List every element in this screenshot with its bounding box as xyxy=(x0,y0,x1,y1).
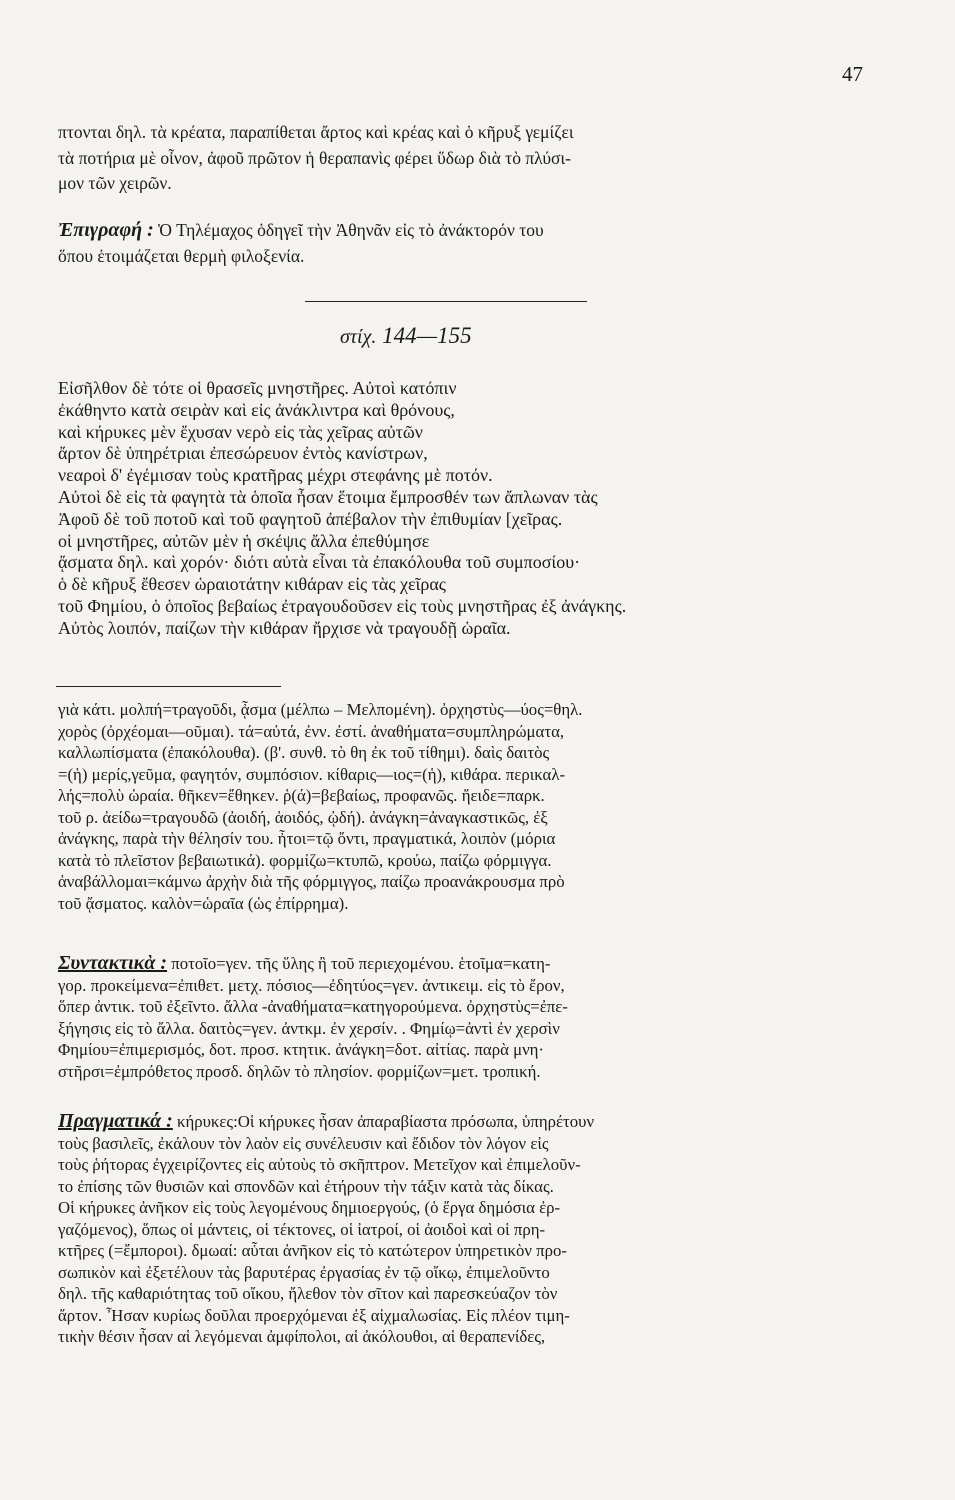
epigraph-text: Ὁ Τηλέμαχος ὁδηγεῖ τὴν Ἀθηνᾶν εἰς τὸ ἀνάκτορόν του xyxy=(158,220,544,240)
realia-notes xyxy=(58,1111,866,1348)
notes-divider xyxy=(56,686,281,687)
pragmatika-label: Πραγματικά : xyxy=(58,1111,173,1132)
pragmatika-line: τοὺς ῥήτορας ἐγχειρίζοντες εἰς αὐτοὺς τὸ σκῆπτρον. Μετεῖχον καὶ ἐπιμελοῦν- xyxy=(58,1155,581,1174)
syntax-line: Φημίου=ἐπιμερισμός, δοτ. προσ. κτητικ. ἀνάγκη=δοτ. αἰτίας. παρὰ μνη· xyxy=(58,1040,545,1059)
syntax-line: στῆρσι=ἐμπρόθετος προσδ. δηλῶν τὸ πλησίον. φορμίζων=μετ. τροπική. xyxy=(58,1061,541,1081)
poem-line: νεαροὶ δ' ἐγέμισαν τοὺς κρατῆρας μέχρι στεφάνης μὲ ποτόν. xyxy=(58,465,493,486)
note-line: γιὰ κάτι. μολπή=τραγοῦδι, ᾆσμα (μέλπω – Μελπομένη). ὀρχηστὺς—ύος=θηλ. xyxy=(58,700,583,719)
intro-paragraph xyxy=(58,120,866,197)
pragmatika-line: τικὴν θέσιν ἦσαν αἱ λεγόμεναι ἀμφίπολοι, αἱ ἀκόλουθοι, αἱ θεραπενίδες, xyxy=(58,1327,546,1346)
intro-line: πτονται δηλ. τὰ κρέατα, παραπίθεται ἄρτος καὶ κρέας καὶ ὁ κῆρυξ γεμίζει xyxy=(58,122,574,142)
epigraph xyxy=(58,218,866,269)
note-line: ἀνάγκης, παρὰ τὴν θέλησίν του. ἦτοι=τῷ ὄντι, πραγματικά, λοιπὸν (μόρια xyxy=(58,829,556,848)
syntax-label: Συντακτικὰ : xyxy=(58,953,168,974)
syntax-notes xyxy=(58,953,866,1082)
poem-line: οἱ μνηστῆρες, αὐτῶν μὲν ἡ σκέψις ἄλλα ἐπεθύμησε xyxy=(58,530,430,551)
note-line: χορὸς (ὀρχέομαι—οῦμαι). τά=αὐτά, ἐνν. ἐστί. ἀναθήματα=συμπληρώματα, xyxy=(58,721,565,741)
pragmatika-line: Οἱ κήρυκες ἀνῆκον εἰς τοὺς λεγομένους δημιοεργούς, (ὁ ἔργα δημόσια ἐρ- xyxy=(58,1198,561,1217)
poem-line: ἐκάθηντο κατὰ σειρὰν καὶ εἰς ἀνάκλιντρα καὶ θρόνους, xyxy=(58,399,455,420)
verse-range: 144—155 xyxy=(382,323,472,348)
note-line: τοῦ ρ. ἀείδω=τραγουδῶ (ἀοιδή, ἀοιδός, ᾠδή). ἀνάγκη=ἀναγκαστικῶς, ἐξ xyxy=(58,807,548,827)
pragmatika-line: το ἐπίσης τῶν θυσιῶν καὶ σπονδῶν καὶ ἐτήρουν τὴν τάξιν κατὰ τὰς δίκας. xyxy=(58,1176,554,1196)
poem-line: ᾄσματα δηλ. καὶ χορόν· διότι αὐτὰ εἶναι τὰ ἐπακόλουθα τοῦ συμποσίου· xyxy=(58,552,581,573)
pragmatika-line: γαζόμενος), ὅπως οἱ μάντεις, οἱ τέκτονες, οἱ ἰατροί, οἱ ἀοιδοὶ καὶ οἱ πρη- xyxy=(58,1219,546,1239)
note-line: τοῦ ᾄσματος. καλὸν=ὡραῖα (ὡς ἐπίρρημα). xyxy=(58,893,349,913)
verse-range-heading xyxy=(340,323,472,349)
note-line: κατὰ τὸ πλεῖστον βεβαιωτικά). φορμίζω=κτυπῶ, κρούω, παίζω φόρμιγγα. xyxy=(58,850,552,870)
note-line: ἀναβάλλομαι=κάμνω ἀρχὴν διὰ τῆς φόρμιγγος, παίζω προανάκρουσμα πρὸ xyxy=(58,872,565,891)
epigraph-label: Ἐπιγραφή : xyxy=(58,219,154,241)
pragmatika-line: σωπικὸν καὶ ἐξετέλουν τὰς βαρυτέρας ἐργασίας ἐν τῷ οἴκῳ, ἐπιμελοῦντο xyxy=(58,1262,550,1282)
pragmatika-line: τοὺς βασιλεῖς, ἐκάλουν τὸν λαὸν εἰς συνέλευσιν καὶ ἔδιδον τὸν λόγον εἰς xyxy=(58,1133,549,1153)
pragmatika-line: κτῆρες (=ἔμποροι). δμωαί: αὗται ἀνῆκον εἰς τὸ κατώτερον ὑπηρετικὸν προ- xyxy=(58,1241,567,1260)
poem-line: ὁ δὲ κῆρυξ ἔθεσεν ὡραιοτάτην κιθάραν εἰς τὰς χεῖρας xyxy=(58,574,446,595)
note-line: λής=πολὺ ὡραία. θῆκεν=ἔθηκεν. ῥ(ά)=βεβαίως, προφανῶς. ἤειδε=παρκ. xyxy=(58,786,545,805)
intro-line: μον τῶν χειρῶν. xyxy=(58,173,172,193)
poem-line: καὶ κήρυκες μὲν ἔχυσαν νερὸ εἰς τὰς χεῖρας αὐτῶν xyxy=(58,421,423,442)
poem-line: Ἀφοῦ δὲ τοῦ ποτοῦ καὶ τοῦ φαγητοῦ ἀπέβαλον τὴν ἐπιθυμίαν [χεῖρας. xyxy=(58,508,563,529)
syntax-line: ξήγησις εἰς τὸ ἄλλα. δαιτὸς=γεν. ἀντκμ. ἐν χερσίν. . Φημίῳ=ἀντὶ ἐν χερσὶν xyxy=(58,1018,560,1038)
poem-line: ἄρτον δὲ ὑπηρέτριαι ἐπεσώρευον ἐντὸς κανίστρων, xyxy=(58,443,428,464)
poem-line: Εἰσῆλθον δὲ τότε οἱ θρασεῖς μνηστῆρες. Αὐτοὶ κατόπιν xyxy=(58,378,457,398)
poem-line: τοῦ Φημίου, ὁ ὁποῖος βεβαίως ἐτραγουδοῦσεν εἰς τοὺς μνηστῆρας ἐξ ἀνάγκης. xyxy=(58,595,627,616)
pragmatika-line: δηλ. τῆς καθαριότητας τοῦ οἴκου, ἤλεθον τὸν σῖτον καὶ παρεσκεύαζον τὸν xyxy=(58,1284,558,1303)
pragmatika-line: κήρυκες:Οἱ κήρυκες ἦσαν ἀπαραβίαστα πρόσωπα, ὑπηρέτουν xyxy=(177,1112,595,1131)
syntax-line: ὅπερ ἀντικ. τοῦ ἐξεῖντο. ἄλλα -ἀναθήματα=κατηγορούμενα. ὀρχηστὺς=ἐπε- xyxy=(58,997,568,1016)
verse-label: στίχ. xyxy=(340,326,377,348)
note-line: =(ἡ) μερίς,γεῦμα, φαγητόν, συμπόσιον. κίθαρις—ιος=(ἡ), κιθάρα. περικαλ- xyxy=(58,764,566,784)
poem-line: Αὐτὸς λοιπόν, παίζων τὴν κιθάραν ἤρχισε νὰ τραγουδῇ ὡραῖα. xyxy=(58,617,511,638)
translation-poem xyxy=(58,378,888,640)
intro-line: τὰ ποτήρια μὲ οἶνον, ἀφοῦ πρῶτον ἡ θεραπανὶς φέρει ὕδωρ διὰ τὸ πλύσι- xyxy=(58,147,571,168)
poem-line: Αὐτοὶ δὲ εἰς τὰ φαγητὰ τὰ ὁποῖα ἦσαν ἕτοιμα ἔμπροσθέν των ἄπλωναν τὰς xyxy=(58,486,598,507)
syntax-line: ποτοῖο=γεν. τῆς ὕλης ἢ τοῦ περιεχομένου. ἑτοῖμα=κατη- xyxy=(171,954,551,973)
divider-rule xyxy=(305,301,587,302)
page-number: 47 xyxy=(842,62,863,86)
syntax-line: γορ. προκείμενα=ἐπιθετ. μετχ. πόσιος—ἐδητύος=γεν. ἀντικειμ. εἰς τὸ ἔρον, xyxy=(58,975,565,995)
vocabulary-notes xyxy=(58,699,866,914)
note-line: καλλωπίσματα (ἐπακόλουθα). (β'. συνθ. τὸ θη ἐκ τοῦ τίθημι). δαὶς δαιτὸς xyxy=(58,743,550,762)
pragmatika-line: ἄρτον. Ἦσαν κυρίως δοῦλαι προερχόμεναι ἐξ αἰχμαλωσίας. Εἰς πλέον τιμη- xyxy=(58,1305,570,1325)
epigraph-text: ὅπου ἑτοιμάζεται θερμὴ φιλοξενία. xyxy=(58,245,305,266)
